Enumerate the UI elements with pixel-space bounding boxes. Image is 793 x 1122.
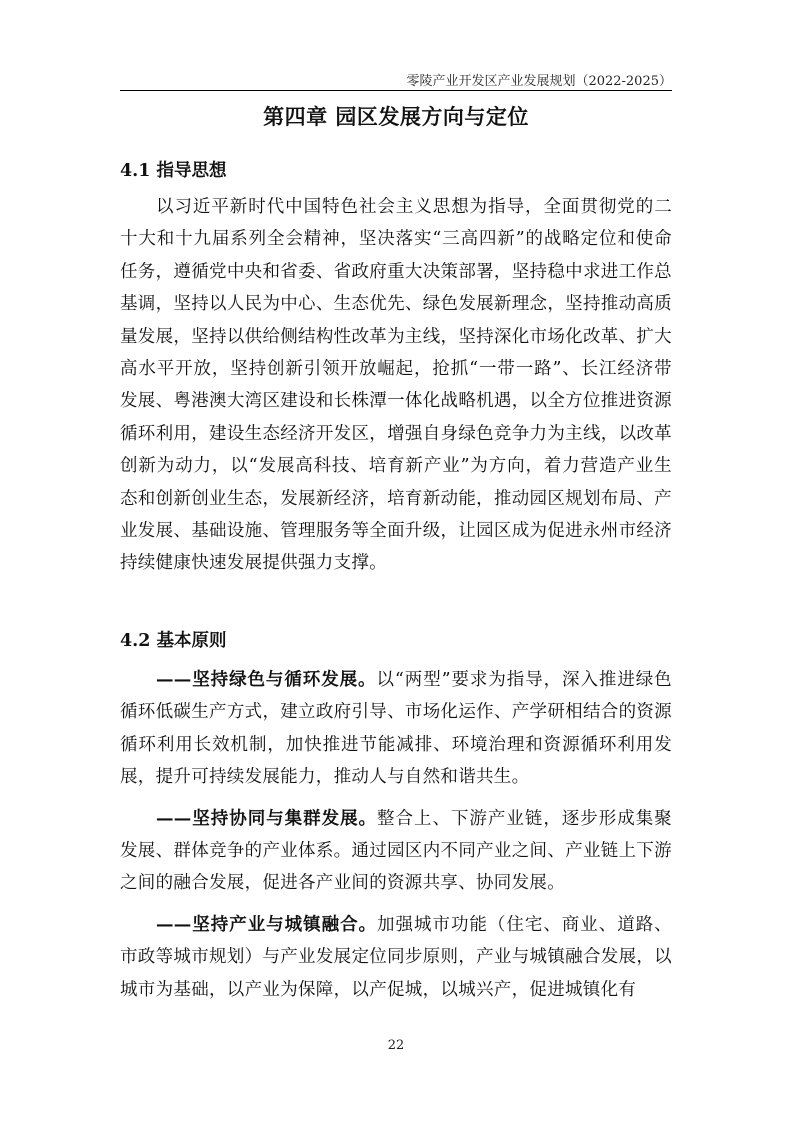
principle-lead: ——坚持协同与集群发展。 — [156, 808, 378, 829]
section-heading-4-1: 4.1 指导思想 — [120, 161, 227, 181]
principle-text: 加强城市功能（住宅、商业、道路、市政等城市规划）与产业发展定位同步原则，产业与城镇融合发展，以城市为基础，以产业为保障，以产促城，以城兴产，促进城镇化有 — [120, 914, 672, 1000]
guiding-ideology-paragraph: 以习近平新时代中国特色社会主义思想为指导，全面贯彻党的二十大和十九届系列全会精神，坚决落实“三高四新”的战略定位和使命任务，遵循党中央和省委、省政府重大决策部署，坚持稳中求进工作总基调，坚持以人民为中心、生态优先、绿色发展新理念，坚持推动高质量发展，坚持以供给侧结构性改革为主线，坚持深化市场化改革、扩大高水平开放，坚持创新引领开放崛起，抢抓“一带一路”、长江经济带发展、粤港澳大湾区建设和长株潭一体化战略机遇，以全方位推进资源循环利用，建设生态经济开发区，增强自身绿色竞争力为主线，以改革创新为动力，以“发展高科技、培育新产业”为方向，着力营造产业生态和创新创业生态，发展新经济，培育新动能，推动园区规划布局、产业发展、基础设施、管理服务等全面升级，让园区成为促进永州市经济持续健康快速发展提供强力支撑。 — [120, 197, 672, 574]
section-basic-principles — [120, 628, 672, 1006]
principle-industry-town-integration — [120, 909, 672, 1006]
running-header: 零陵产业开发区产业发展规划（2022-2025） — [406, 74, 672, 89]
principle-text: 整合上、下游产业链，逐步形成集聚发展、群体竞争的产业体系。通过园区内不同产业之间、产业链上下游之间的融合发展，促进各产业间的资源共享、协同发展。 — [120, 808, 672, 894]
chapter-title: 第四章 园区发展方向与定位 — [263, 104, 529, 129]
principle-lead: ——坚持绿色与循环发展。 — [156, 670, 377, 690]
section-heading-4-2: 4.2 基本原则 — [120, 631, 227, 651]
page-number: 22 — [387, 1038, 405, 1053]
principle-coordination-cluster — [120, 803, 672, 900]
principle-text: 以“两型”要求为指导，深入推进绿色循环低碳生产方式，建立政府引导、市场化运作、产学研相结合的资源循环利用长效机制，加快推进节能减排、环境治理和资源循环利用发展，提升可持续发展能力，推动人与自然和谐共生。 — [120, 670, 672, 788]
principle-green-circular — [120, 664, 672, 794]
section-guiding-ideology — [120, 158, 672, 580]
header-rule — [120, 90, 672, 91]
principle-lead: ——坚持产业与城镇融合。 — [156, 914, 378, 935]
